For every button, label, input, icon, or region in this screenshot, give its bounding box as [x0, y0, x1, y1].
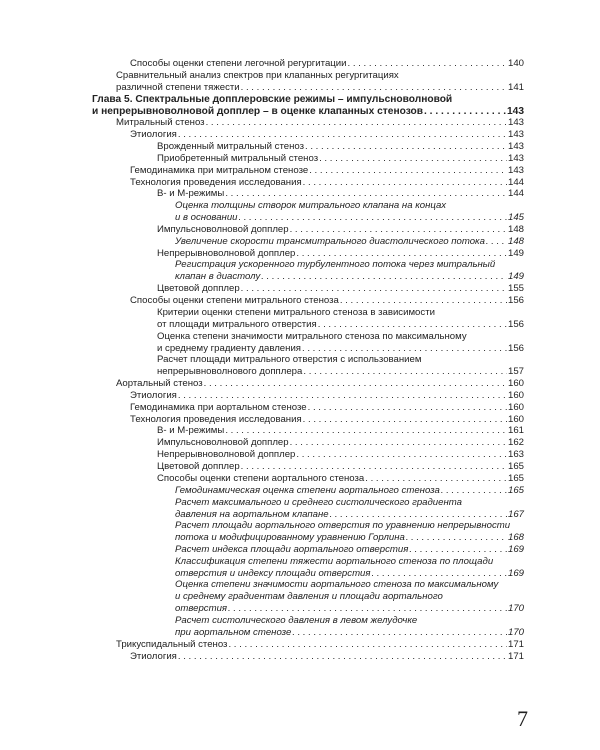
toc-entry-text: Критерии оценки степени митрального стеноза в зависимости — [157, 306, 435, 318]
toc-entry-text: Регистрация ускоренного турбулентного потока через митральный — [175, 259, 496, 271]
toc-dot-leader — [303, 366, 507, 378]
toc-entry-text: Расчет систолического давления в левом желудочке — [175, 615, 418, 626]
toc-entry-text: Этиология — [130, 129, 177, 141]
toc-entry-text: Способы оценки степени митрального стеноза — [130, 295, 339, 306]
toc-dot-leader — [305, 141, 507, 153]
toc-entry-text: Врожденный митральный стеноз — [157, 140, 305, 152]
toc-entry-text: Гемодинамика при митральном стенозе — [130, 164, 309, 176]
toc-page-number: 157 — [507, 366, 524, 378]
toc-entry — [157, 283, 524, 295]
toc-entry — [175, 200, 524, 224]
toc-dot-leader — [303, 414, 507, 426]
toc-entry-text: давления на аортальном клапане — [175, 508, 329, 520]
toc-dot-leader — [348, 58, 507, 70]
page-number: 7 — [517, 706, 528, 731]
toc-entry — [130, 129, 524, 141]
toc-entry — [175, 556, 524, 580]
toc-dot-leader — [292, 627, 507, 639]
toc-page-number: 169 — [507, 543, 524, 555]
toc-entry-text: и среднему градиентам давления и площади аортального — [175, 591, 443, 603]
toc-dot-leader — [290, 224, 507, 236]
toc-dot-leader — [372, 568, 507, 580]
toc-entry-text: от площади митрального отверстия — [157, 318, 317, 330]
toc-entry-text: Расчет индекса площади аортального отверстия — [175, 543, 409, 555]
toc-page-number: 160 — [507, 401, 524, 413]
toc-page-number: 143 — [507, 117, 524, 129]
toc-dot-leader — [228, 639, 507, 651]
toc-dot-leader — [206, 117, 507, 129]
toc-dot-leader — [409, 544, 507, 556]
toc-entry — [116, 117, 524, 129]
toc-entry-text: Митральный стеноз — [116, 117, 205, 129]
toc-dot-leader — [308, 402, 507, 414]
toc-dot-leader — [178, 651, 507, 663]
toc-chapter-heading — [92, 94, 524, 118]
toc-entry-text: Непрерывноволновой допплер — [157, 247, 296, 259]
toc-entry — [157, 141, 524, 153]
toc-dot-leader — [424, 106, 506, 118]
toc-entry — [175, 615, 524, 639]
toc-entry — [116, 378, 524, 390]
toc-page-number: 143 — [507, 164, 524, 176]
toc-dot-leader — [340, 295, 507, 307]
toc-page-number: 170 — [507, 603, 524, 615]
toc-dot-leader — [225, 425, 507, 437]
toc-page-number: 169 — [507, 567, 524, 579]
toc-entry — [116, 639, 524, 651]
toc-page-number: 160 — [507, 413, 524, 425]
toc-page-number: 155 — [507, 283, 524, 295]
toc-entry — [157, 224, 524, 236]
toc-dot-leader — [225, 188, 507, 200]
toc-entry-text: Импульсноволновой допплер — [157, 437, 289, 449]
toc-entry — [157, 188, 524, 200]
toc-page-number: 149 — [507, 247, 524, 259]
toc-entry-text: клапан в диастолу — [175, 271, 261, 283]
toc-entry-text: при аортальном стенозе — [175, 627, 292, 638]
toc-entry-text: Аортальный стеноз — [116, 377, 203, 389]
toc-dot-leader — [309, 165, 507, 177]
toc-entry-text: Трикуспидальный стеноз — [116, 638, 228, 650]
toc-dot-leader — [241, 461, 507, 473]
toc-page-number: 156 — [507, 295, 524, 306]
toc-dot-leader — [441, 485, 507, 497]
toc-dot-leader — [228, 603, 507, 615]
toc-entry-text: Этиология — [130, 389, 177, 401]
toc-entry — [157, 248, 524, 260]
toc-entry — [130, 165, 524, 177]
toc-entry — [157, 354, 524, 378]
toc-entry — [157, 153, 524, 165]
toc-page-number: 143 — [507, 105, 524, 117]
toc-page-number: 171 — [507, 638, 524, 650]
toc-entry — [130, 390, 524, 402]
toc-entry — [130, 295, 524, 307]
toc-dot-leader — [319, 153, 507, 165]
toc-entry — [175, 544, 524, 556]
toc-dot-leader — [365, 473, 507, 485]
toc-page-number: 141 — [507, 81, 524, 93]
toc-page-number: 170 — [507, 627, 524, 638]
toc-entry-text: Технология проведения исследования — [130, 413, 302, 425]
toc-entry-text: отверстия — [175, 603, 228, 615]
toc-entry-text: Приобретенный митральный стеноз — [157, 152, 319, 164]
toc-entry — [175, 497, 524, 521]
toc-page-number: 149 — [507, 271, 524, 283]
toc-entry — [175, 579, 524, 615]
toc-entry — [157, 461, 524, 473]
toc-entry — [130, 177, 524, 189]
toc-dot-leader — [239, 212, 507, 224]
toc-dot-leader — [303, 177, 507, 189]
toc-entry-text: потока и модифицированному уравнению Горлина — [175, 532, 405, 544]
toc-entry-text: Сравнительный анализ спектров при клапанных регургитациях — [116, 69, 399, 81]
toc-page-number: 140 — [507, 58, 524, 69]
toc-page-number: 165 — [507, 472, 524, 484]
toc-entry-text: В- и М-режимы — [157, 425, 225, 437]
toc-page-number: 156 — [507, 318, 524, 330]
toc-page-number: 148 — [507, 235, 524, 247]
toc-entry — [157, 331, 524, 355]
toc-page-number: 144 — [507, 176, 524, 188]
toc-page-number: 165 — [507, 460, 524, 472]
toc-entry-text: Цветовой допплер — [157, 283, 240, 295]
toc-dot-leader — [406, 532, 507, 544]
toc-entry — [130, 414, 524, 426]
toc-entry-text: Импульсноволновой допплер — [157, 223, 289, 235]
toc-entry — [157, 437, 524, 449]
toc-page-number: 163 — [507, 449, 524, 461]
toc-page-number: 168 — [507, 532, 524, 544]
toc-page-number: 165 — [507, 484, 524, 496]
toc-entry-text: Способы оценки степени легочной регургитации — [130, 58, 347, 69]
toc-entry-text: Расчет площади митрального отверстия с использованием — [157, 354, 422, 366]
toc-dot-leader — [204, 378, 507, 390]
toc-dot-leader — [261, 271, 507, 283]
toc-dot-leader — [290, 437, 507, 449]
toc-page-number: 162 — [507, 437, 524, 449]
toc-entry — [116, 70, 524, 94]
toc-dot-leader — [178, 390, 507, 402]
toc-page-number: 148 — [507, 223, 524, 235]
toc-entry-text: Цветовой допплер — [157, 460, 240, 472]
toc-entry-text: Глава 5. Спектральные допплеровские режимы – импульсноволновой — [92, 93, 453, 105]
toc-entry — [157, 449, 524, 461]
toc-entry — [130, 402, 524, 414]
toc-page-number: 156 — [507, 342, 524, 354]
toc-entry-text: Расчет площади аортального отверстия по уравнению непрерывности — [175, 520, 511, 532]
toc-entry-text: Гемодинамическая оценка степени аортального стеноза — [175, 484, 440, 496]
toc-entry-text: и в основании — [175, 212, 238, 224]
toc-entry-text: Оценка толщины створок митрального клапана на концах — [175, 200, 447, 212]
toc-entry — [175, 236, 524, 248]
toc-entry-text: Увеличение скорости трансмитрального диастолического потока — [175, 235, 485, 247]
toc-dot-leader — [302, 343, 507, 355]
toc-dot-leader — [330, 509, 507, 521]
toc-page-number: 143 — [507, 129, 524, 141]
toc-page-number: 144 — [507, 188, 524, 200]
toc-entry — [175, 259, 524, 283]
toc-dot-leader — [241, 82, 507, 94]
toc-dot-leader — [296, 449, 507, 461]
toc-page-number: 143 — [507, 152, 524, 164]
toc-entry-text: Расчет максимального и среднего систолического градиента — [175, 496, 462, 508]
toc-entry-text: и непрерывноволновой допплер – в оценке клапанных стенозов — [92, 105, 423, 117]
toc-entry — [157, 473, 524, 485]
toc-entry-text: отверстия и индексу площади отверстия — [175, 567, 371, 579]
toc-entry-text: Оценка степени значимости митрального стеноза по максимальному — [157, 330, 467, 342]
toc-dot-leader — [318, 319, 507, 331]
toc-dot-leader — [241, 283, 507, 295]
toc-entry — [157, 425, 524, 437]
toc-entry-text: различной степени тяжести — [116, 81, 240, 93]
toc-entry — [130, 58, 524, 70]
toc-page-number: 145 — [507, 212, 524, 224]
toc-page-number: 167 — [507, 508, 524, 520]
toc-entry-text: Оценка степени значимости аортального стеноза по максимальному — [175, 579, 499, 591]
toc-entry — [175, 485, 524, 497]
toc-entry — [175, 520, 524, 544]
toc-entry-text: Этиология — [130, 650, 177, 662]
toc-dot-leader — [486, 236, 507, 248]
toc-entry-text: непрерывноволнового допплера — [157, 366, 303, 378]
toc-page-number: 160 — [507, 377, 524, 389]
toc-entry-text: Классификация степени тяжести аортального стеноза по площади — [175, 555, 494, 567]
toc-page-number: 161 — [507, 425, 524, 437]
toc-entry — [130, 651, 524, 663]
toc-entry-text: Технология проведения исследования — [130, 176, 302, 188]
toc-entry-text: Непрерывноволновой допплер — [157, 449, 296, 461]
toc-entry — [157, 307, 524, 331]
toc-page-number: 143 — [507, 140, 524, 152]
toc-entry-text: Гемодинамика при аортальном стенозе — [130, 401, 307, 413]
toc-dot-leader — [178, 129, 507, 141]
toc-dot-leader — [296, 248, 507, 260]
toc-entry-text: В- и М-режимы — [157, 188, 225, 200]
toc-page-number: 171 — [507, 650, 524, 662]
toc-entry-text: Способы оценки степени аортального стеноза — [157, 472, 365, 484]
toc-page-number: 160 — [507, 389, 524, 401]
toc-entry-text: и среднему градиенту давления — [157, 342, 301, 354]
